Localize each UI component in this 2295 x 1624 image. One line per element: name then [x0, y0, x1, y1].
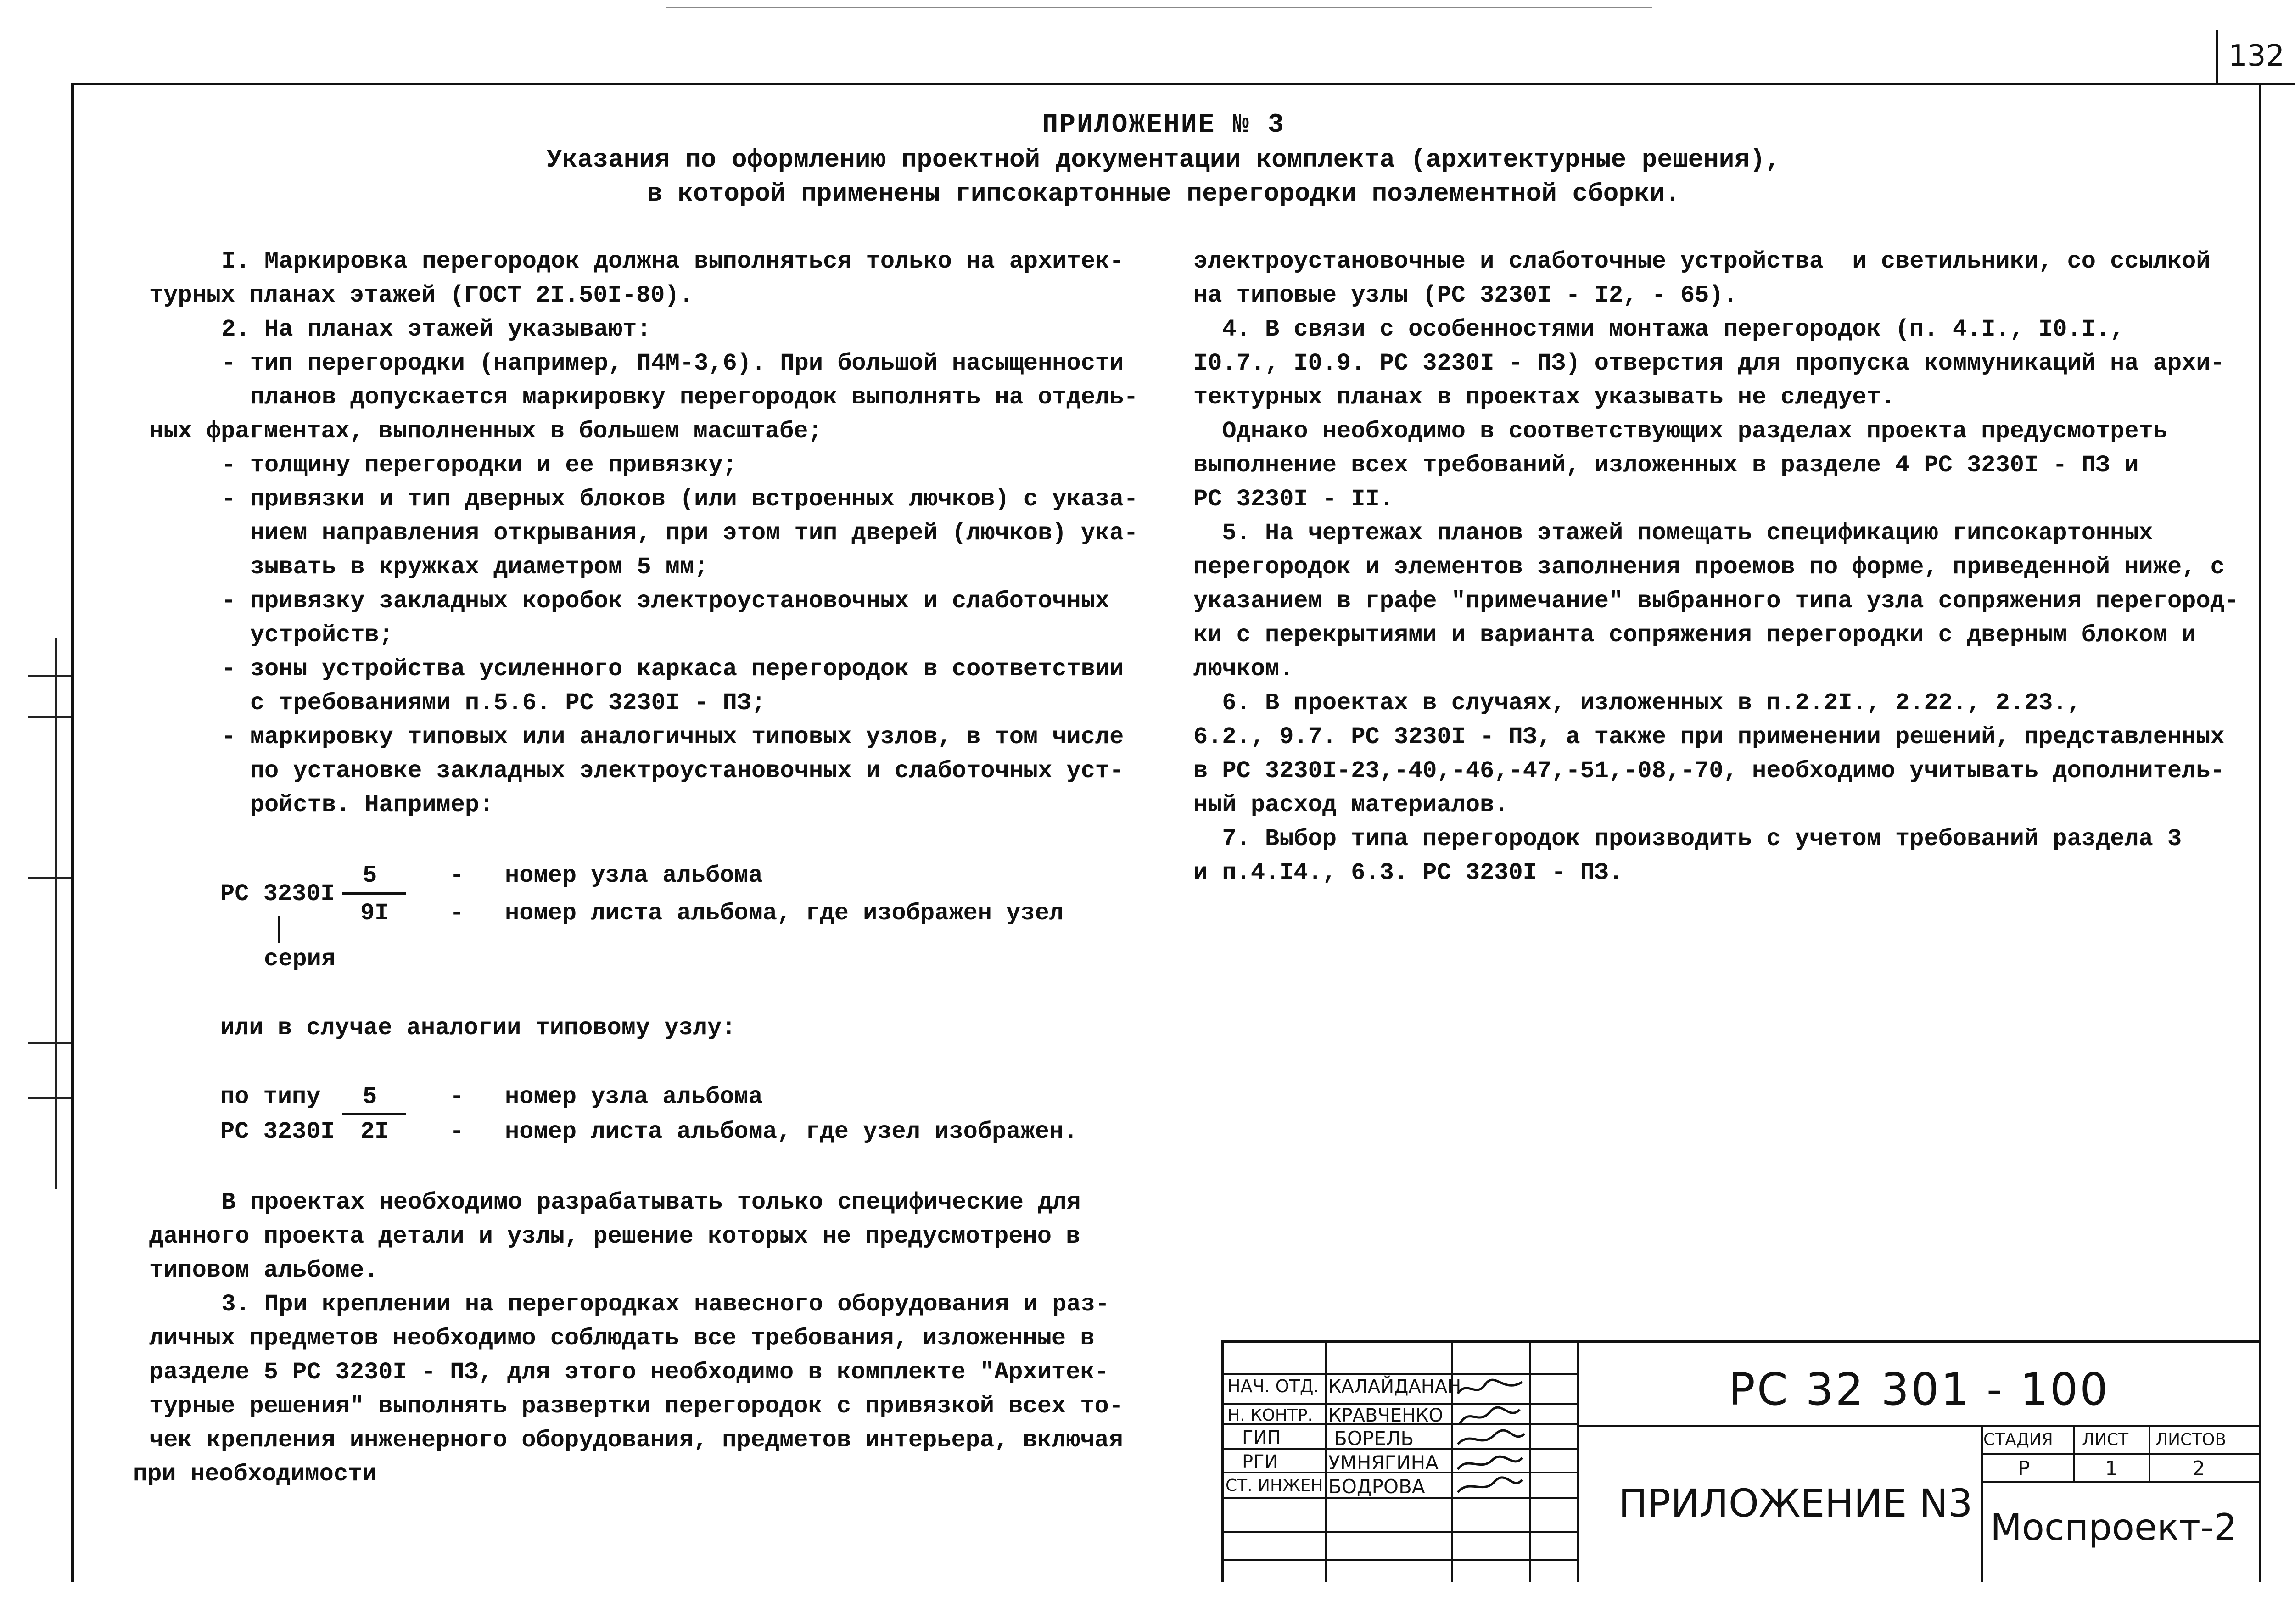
right-line: I0.7., I0.9. РС 3230I - ПЗ) отверстия для пропуска коммуникаций на архи- — [1193, 350, 2225, 377]
right-line: выполнение всех требований, изложенных в разделе 4 РС 3230I - ПЗ и — [1193, 452, 2139, 479]
sheet-header: ЛИСТ — [2082, 1430, 2129, 1449]
node-number-desc: номер узла альбома — [505, 1083, 763, 1110]
series-label: серия — [264, 946, 336, 973]
title-block — [1221, 1340, 2259, 1582]
right-line: Однако необходимо в соответствующих разделах проекта предусмотреть — [1193, 418, 2167, 445]
right-line: в РС 3230I-23,-40,-46,-47,-51,-08,-70, необходимо учитывать дополнитель- — [1193, 757, 2225, 784]
sheets-value: 2 — [2192, 1457, 2205, 1480]
left-line: нием направления открывания, при этом тип дверей (лючков) ука- — [193, 520, 1138, 547]
right-line: и п.4.I4., 6.3. РС 3230I - ПЗ. — [1193, 859, 1623, 886]
fraction-bar — [342, 892, 406, 895]
signature — [1458, 1380, 1522, 1394]
appendix-subtitle-line-2: в которой применены гипсокартонные перегородки поэлементной сборки. — [647, 179, 1680, 208]
left-line: ройств. Например: — [193, 791, 494, 818]
dash: - — [450, 900, 465, 927]
left-line: турные решения" выполнять развертки перегородок с привязкой всех то- — [149, 1393, 1123, 1420]
right-line: указанием в графе "примечание" выбранного типа узла сопряжения перегород- — [1193, 588, 2239, 615]
role-label: Н. КОНТР. — [1227, 1406, 1313, 1425]
right-line: 6.2., 9.7. РС 3230I - ПЗ, а также при применении решений, представленных — [1193, 723, 2225, 750]
left-line: I. Маркировка перегородок должна выполняться только на архитек- — [193, 248, 1124, 275]
left-line: типовом альбоме. — [149, 1257, 379, 1284]
role-label: НАЧ. ОТД. — [1227, 1376, 1319, 1396]
right-line: ки с перекрытиями и варианта сопряжения перегородки с дверным блоком и — [1193, 622, 2196, 649]
left-line: зывать в кружках диаметром 5 мм; — [193, 554, 709, 581]
left-line: с требованиями п.5.6. РС 3230I - ПЗ; — [193, 689, 766, 717]
dash: - — [450, 862, 465, 889]
person-name: БОРЕЛЬ — [1334, 1427, 1414, 1450]
node-number-desc: номер узла альбома — [505, 862, 763, 889]
role-label: СТ. ИНЖЕН. — [1226, 1476, 1329, 1495]
page-number: 132 — [2228, 39, 2285, 73]
sheet-number: 9I — [360, 900, 389, 927]
left-line: разделе 5 РС 3230I - ПЗ, для этого необходимо в комплекте "Архитек- — [149, 1359, 1109, 1386]
sheet-value: 1 — [2105, 1457, 2118, 1480]
signature — [1460, 1407, 1520, 1423]
right-line: электроустановочные и слаботочные устройства и светильники, со ссылкой — [1193, 248, 2211, 275]
appendix-subtitle-line-1: Указания по оформлению проектной документации комплекта (архитектурные решения), — [546, 145, 1781, 174]
left-line: 3. При креплении на перегородках навесного оборудования и раз- — [193, 1291, 1110, 1318]
sheet-number-desc: номер листа альбома, где изображен узел — [505, 900, 1064, 927]
left-line: В проектах необходимо разрабатывать только специфические для — [193, 1189, 1081, 1216]
right-line: тектурных планах в проектах указывать не следует. — [1193, 384, 1896, 411]
left-line: личных предметов необходимо соблюдать все требования, изложенные в — [149, 1325, 1095, 1352]
stage-header: СТАДИЯ — [1983, 1430, 2053, 1449]
left-line: устройств; — [193, 622, 393, 649]
right-line: перегородок и элементов заполнения проемов по форме, приведенной ниже, с — [1193, 554, 2225, 581]
left-line: ных фрагментах, выполненных в большем масштабе; — [149, 418, 823, 445]
stage-value: Р — [2018, 1457, 2030, 1480]
top-edge-rule — [666, 7, 1652, 8]
right-line: 6. В проектах в случаях, изложенных в п.2.2I., 2.22., 2.23., — [1193, 689, 2082, 717]
fraction-bar — [342, 1113, 406, 1115]
sheets-header: ЛИСТОВ — [2155, 1430, 2227, 1449]
sheet-number: 2I — [360, 1118, 389, 1145]
left-line: - маркировку типовых или аналогичных типовых узлов, в том числе — [193, 723, 1124, 750]
right-line: лючком. — [1193, 655, 1294, 683]
person-name: УМНЯГИНА — [1328, 1451, 1439, 1474]
document-title: ПРИЛОЖЕНИЕ N3 — [1618, 1481, 1973, 1526]
person-name: БОДРОВА — [1328, 1475, 1425, 1498]
left-line: 2. На планах этажей указывают: — [193, 316, 651, 343]
right-line: на типовые узлы (РС 3230I - I2, - 65). — [1193, 282, 1738, 309]
left-line: при необходимости — [133, 1461, 377, 1488]
signature — [1458, 1456, 1522, 1469]
dash: - — [450, 1083, 465, 1110]
node-number: 5 — [363, 862, 377, 889]
signature — [1458, 1430, 1524, 1444]
sheet-number-desc: номер листа альбома, где узел изображен. — [505, 1118, 1078, 1145]
role-label: РГИ — [1242, 1451, 1278, 1473]
role-label: ГИП — [1242, 1427, 1281, 1448]
person-name: КАЛАЙДАНАН — [1328, 1376, 1461, 1397]
left-line: - тип перегородки (например, П4М-3,6). При большой насыщенности — [193, 350, 1124, 377]
right-line: 5. На чертежах планов этажей помещать спецификацию гипсокартонных — [1193, 520, 2153, 547]
left-line: - привязки и тип дверных блоков (или встроенных лючков) с указа- — [193, 486, 1138, 513]
signatures-column — [1453, 1375, 1529, 1497]
left-line: - привязку закладных коробок электроустановочных и слаботочных — [193, 588, 1110, 615]
node-number: 5 — [363, 1083, 377, 1110]
left-line: турных планах этажей (ГОСТ 2I.50I-80). — [149, 282, 694, 309]
left-line: - толщину перегородки и ее привязку; — [193, 452, 737, 479]
prefix-top: по типу — [220, 1083, 321, 1110]
binding-marks — [28, 638, 71, 1189]
document-code: РС 32 301 - 100 — [1729, 1364, 2110, 1415]
analog-intro: или в случае аналогии типовому узлу: — [220, 1014, 736, 1042]
series-pointer — [278, 916, 280, 943]
dash: - — [450, 1118, 465, 1145]
right-line: 4. В связи с особенностями монтажа перегородок (п. 4.I., I0.I., — [1193, 316, 2125, 343]
left-line: чек крепления инженерного оборудования, предметов интерьера, включая — [149, 1427, 1123, 1454]
organization-name: Моспроект-2 — [1990, 1506, 2237, 1549]
left-line: данного проекта детали и узлы, решение которых не предусмотрено в — [149, 1223, 1080, 1250]
series-code: РС 3230I — [220, 880, 335, 907]
signature — [1458, 1478, 1522, 1492]
right-line: 7. Выбор типа перегородок производить с учетом требований раздела 3 — [1193, 825, 2182, 852]
left-line: по установке закладных электроустановочных и слаботочных уст- — [193, 757, 1124, 784]
person-name: КРАВЧЕНКО — [1328, 1405, 1443, 1426]
left-line: планов допускается маркировку перегородок выполнять на отдель- — [193, 384, 1138, 411]
right-line: ный расход материалов. — [1193, 791, 1509, 818]
right-line: РС 3230I - II. — [1193, 486, 1394, 513]
left-line: - зоны устройства усиленного каркаса перегородок в соответствии — [193, 655, 1124, 683]
prefix-bottom: РС 3230I — [220, 1118, 335, 1145]
appendix-title: ПРИЛОЖЕНИЕ № 3 — [1042, 110, 1285, 140]
